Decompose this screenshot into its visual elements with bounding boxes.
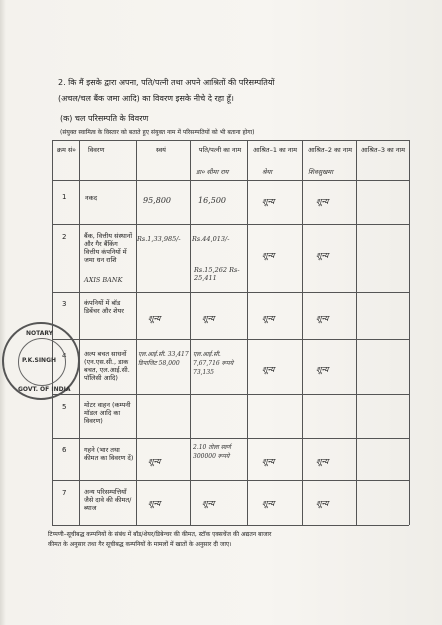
row2-spouse-extra: Rs.15,262 Rs-25,411 [194,266,240,282]
row4-spouse: एल.आई.सी. 7,67,716 रूपये 73,135 [193,351,234,376]
section-note: (संयुक्त स्वामित्व के विस्तार को बताते हुए संयुक्त नाम में परिसम्पतियों को भी बताना होगा) [60,129,255,136]
para2-line1: 2. कि मैं इसके द्वारा अपना, पति/पत्नी तथा अपने आश्रितों की परिसम्पतियों [58,78,275,87]
row6-spouse: 2.10 तोला स्वर्ण 300000 रूपये [193,444,231,460]
stamp-bottom-text: GOVT. OF INDIA [18,386,71,393]
header-self: स्वयं [156,146,166,154]
row3-dep1: शून्य [262,314,275,323]
row1-dep1: शून्य [262,197,275,206]
dep1-name-handwritten: श्रेया [262,168,273,176]
row3-dep2: शून्य [316,314,329,323]
dep2-name-handwritten: शिवसुखमा [308,168,333,176]
notary-stamp [2,322,80,400]
row2-dep2: शून्य [316,251,329,260]
row2-spouse: Rs.44,013/- [192,235,230,243]
section-title: (क) चल परिसम्पति के विवरण [60,114,149,123]
row3-self: शून्य [148,314,161,323]
row6-dep1: शून्य [262,457,275,466]
header-dep3: आश्रित–3 का नाम [360,146,405,154]
para2-line2: (अचल/चल बैंक जमा आदि) का विवरण इसके नीचे दे रहा हूँ। [58,94,234,103]
row7-self: शून्य [148,499,161,508]
row1-desc: नकद [85,194,98,202]
stamp-name-text: P.K.SINGH [22,357,57,364]
row2-desc: बैंक, वित्तीय संस्थानों और गैर बैंकिंग वित्तीय कंपनियों में जमा धन राशि [84,232,133,264]
header-dep2: आश्रित–2 का नाम [307,146,352,154]
header-sno: क्रम सं० [57,146,76,154]
row5-sno: 5 [62,403,67,411]
row6-self: शून्य [148,457,161,466]
row4-dep1: शून्य [262,365,275,374]
row5-desc: मोटर वाहन (कम्पनी मॉडल आदि का विवरण) [84,401,131,425]
row6-desc: गहने (भार तथा कीमत का विवरण दें) [84,446,134,462]
row7-desc: अन्य परिसम्पत्तियाँ जैसे दावे की कीमत/ब्याज [84,488,132,512]
row2-desc-handwritten: AXIS BANK [84,276,123,284]
row4-dep2: शून्य [316,365,329,374]
row4-desc: अल्प बचत साधनों (एन.एस.सी., डाक बचत, एल.आई.सी. पॉलिसी आदि) [84,350,130,382]
row1-self: 95,800 [143,196,171,205]
row6-dep2: शून्य [316,457,329,466]
row2-self: Rs.1,33,985/- [137,235,181,243]
row1-dep2: शून्य [316,197,329,206]
row3-desc: कंपनियों में बॉड डिबेंचर और शेयर [84,299,124,315]
row7-sno: 7 [62,489,67,497]
row7-dep1: शून्य [262,499,275,508]
footnote-line2: कीमत के अनुसार तथा गैर सूचीबद्ध कम्पनियों के मामलों में खातों के अनुसार दी जाए। [48,541,232,548]
footnote-line1: टिप्पणी–सूचीबद्ध कम्पनियों के संबंध में बॉड/शेयर/डिबेन्चर की कीमत, स्टॉक एक्सचेंज की अद्यतन बाजार [48,531,272,538]
row7-dep2: शून्य [316,499,329,508]
row6-sno: 6 [62,446,67,454]
row7-spouse: शून्य [202,499,215,508]
row4-self: एल.आई.सी. 33,417 डिपाजिट 58,000 [138,351,189,367]
header-desc: विवरण [88,146,105,154]
stamp-top-text: NOTARY [26,330,54,337]
header-dep1: आश्रित–1 का नाम [252,146,297,154]
row4-sno: 4 [62,352,67,360]
row3-spouse: शून्य [202,314,215,323]
row3-sno: 3 [62,300,67,308]
row1-sno: 1 [62,193,67,201]
row2-sno: 2 [62,233,67,241]
spouse-name-handwritten: डा० सीमा राय [196,168,229,176]
header-spouse: पति/पत्नी का नाम [198,146,242,154]
row2-dep1: शून्य [262,251,275,260]
row1-spouse: 16,500 [198,196,226,205]
